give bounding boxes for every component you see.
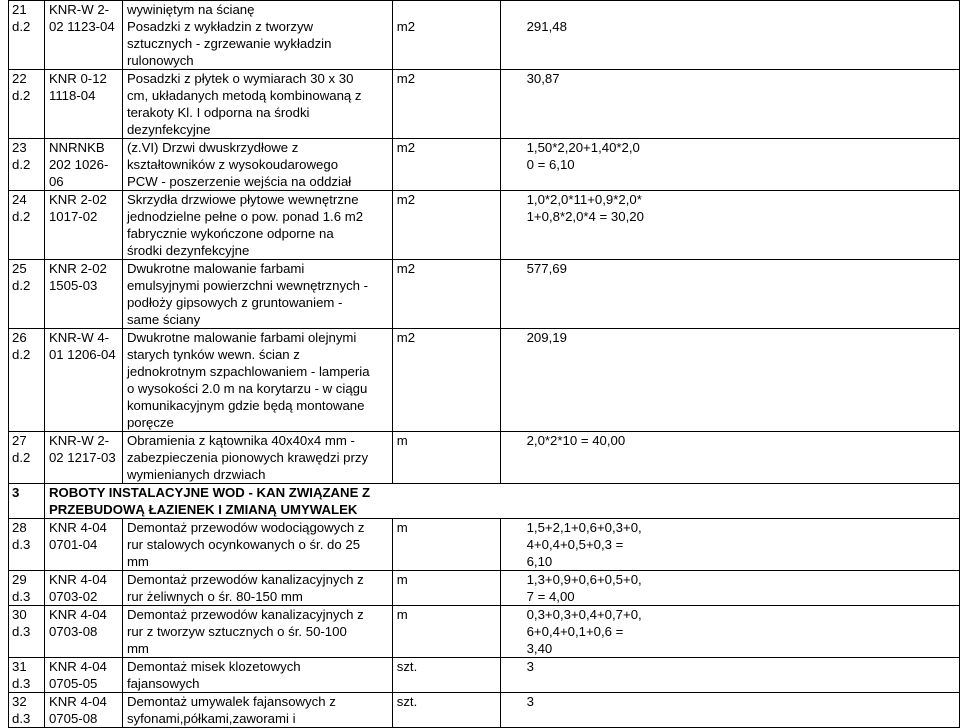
table-row xyxy=(9,70,960,139)
table-row xyxy=(9,693,960,728)
quantity: 30,87 xyxy=(500,70,959,139)
section-title: ROBOTY INSTALACYJNE WOD - KAN ZWIĄZANE Z PRZEBUDOWĄ ŁAZIENEK I ZMIANĄ UMYWALEK xyxy=(44,484,959,519)
item-number: 23 d.2 xyxy=(9,139,45,191)
catalog-code: KNR-W 2- 02 1217-03 xyxy=(44,432,122,484)
unit: m2 xyxy=(392,329,500,432)
item-number: 31 d.3 xyxy=(9,658,45,693)
unit: m2 xyxy=(392,191,500,260)
table-row xyxy=(9,432,960,484)
item-description: Skrzydła drzwiowe płytowe wewnętrzne jednodzielne pełne o pow. ponad 1.6 m2 fabrycznie wykończone odporne na środki dezynfekcyjne xyxy=(122,191,392,260)
unit: szt. xyxy=(392,693,500,728)
item-description: Dwukrotne malowanie farbami olejnymi starych tynków wewn. ścian z jednokrotnym szpachlowaniem - lamperia o wysokości 2.0 m na korytarzu - w ciągu komunikacyjnym gdzie będą montowane poręcze xyxy=(122,329,392,432)
table-row xyxy=(9,329,960,432)
item-number: 29 d.3 xyxy=(9,571,45,606)
table-row xyxy=(9,191,960,260)
quantity: 0,3+0,3+0,4+0,7+0, 6+0,4+0,1+0,6 = 3,40 xyxy=(500,606,959,658)
quantity: 3 xyxy=(500,658,959,693)
item-number: 21 d.2 xyxy=(9,1,45,70)
quantity: 2,0*2*10 = 40,00 xyxy=(500,432,959,484)
unit: m xyxy=(392,432,500,484)
item-number: 22 d.2 xyxy=(9,70,45,139)
item-description: Demontaż przewodów wodociągowych z rur stalowych ocynkowanych o śr. do 25 mm xyxy=(122,519,392,571)
item-number: 28 d.3 xyxy=(9,519,45,571)
unit: szt. xyxy=(392,658,500,693)
catalog-code: KNR 4-04 0705-05 xyxy=(44,658,122,693)
catalog-code: KNR 2-02 1017-02 xyxy=(44,191,122,260)
item-number: 26 d.2 xyxy=(9,329,45,432)
catalog-code: KNR-W 4- 01 1206-04 xyxy=(44,329,122,432)
item-number: 27 d.2 xyxy=(9,432,45,484)
item-description: Dwukrotne malowanie farbami emulsyjnymi powierzchni wewnętrznych - podłoży gipsowych z gruntowaniem - same ściany xyxy=(122,260,392,329)
unit: m2 xyxy=(392,260,500,329)
unit: m2 xyxy=(392,1,500,70)
cost-estimate-table xyxy=(8,0,960,728)
unit: m xyxy=(392,571,500,606)
catalog-code: KNR 0-12 1118-04 xyxy=(44,70,122,139)
item-number: 30 d.3 xyxy=(9,606,45,658)
quantity: 1,50*2,20+1,40*2,0 0 = 6,10 xyxy=(500,139,959,191)
quantity: 3 xyxy=(500,693,959,728)
item-description: Demontaż przewodów kanalizacyjnych z rur żeliwnych o śr. 80-150 mm xyxy=(122,571,392,606)
item-description: Demontaż umywalek fajansowych z syfonami,półkami,zaworami i xyxy=(122,693,392,728)
unit: m2 xyxy=(392,139,500,191)
section-header-row xyxy=(9,484,960,519)
item-number: 32 d.3 xyxy=(9,693,45,728)
catalog-code: KNR 4-04 0705-08 xyxy=(44,693,122,728)
item-number: 24 d.2 xyxy=(9,191,45,260)
section-number: 3 xyxy=(9,484,45,519)
quantity: 1,3+0,9+0,6+0,5+0, 7 = 4,00 xyxy=(500,571,959,606)
quantity: 1,5+2,1+0,6+0,3+0, 4+0,4+0,5+0,3 = 6,10 xyxy=(500,519,959,571)
quantity: 209,19 xyxy=(500,329,959,432)
table-row xyxy=(9,139,960,191)
catalog-code: KNR 4-04 0703-02 xyxy=(44,571,122,606)
quantity: 1,0*2,0*11+0,9*2,0* 1+0,8*2,0*4 = 30,20 xyxy=(500,191,959,260)
item-number: 25 d.2 xyxy=(9,260,45,329)
item-description: Obramienia z kątownika 40x40x4 mm - zabezpieczenia pionowych krawędzi przy wymienianych drzwiach xyxy=(122,432,392,484)
unit: m xyxy=(392,606,500,658)
item-description: Posadzki z płytek o wymiarach 30 x 30 cm, układanych metodą kombinowaną z terakoty Kl. I odporna na środki dezynfekcyjne xyxy=(122,70,392,139)
table-row xyxy=(9,1,960,70)
item-description: (z.VI) Drzwi dwuskrzydłowe z kształtowników z wysokoudarowego PCW - poszerzenie wejścia na oddział xyxy=(122,139,392,191)
quantity: 291,48 xyxy=(500,1,959,70)
item-description: Demontaż przewodów kanalizacyjnych z rur z tworzyw sztucznych o śr. 50-100 mm xyxy=(122,606,392,658)
table-row xyxy=(9,571,960,606)
quantity: 577,69 xyxy=(500,260,959,329)
item-description: Demontaż misek klozetowych fajansowych xyxy=(122,658,392,693)
unit: m2 xyxy=(392,70,500,139)
table-row xyxy=(9,519,960,571)
catalog-code: KNR 4-04 0701-04 xyxy=(44,519,122,571)
item-description: wywiniętym na ścianę Posadzki z wykładzin z tworzyw sztucznych - zgrzewanie wykładzin rulonowych xyxy=(122,1,392,70)
table-row xyxy=(9,260,960,329)
catalog-code: KNR-W 2- 02 1123-04 xyxy=(44,1,122,70)
catalog-code: KNR 2-02 1505-03 xyxy=(44,260,122,329)
catalog-code: KNR 4-04 0703-08 xyxy=(44,606,122,658)
table-row xyxy=(9,606,960,658)
unit: m xyxy=(392,519,500,571)
catalog-code: NNRNKB 202 1026- 06 xyxy=(44,139,122,191)
